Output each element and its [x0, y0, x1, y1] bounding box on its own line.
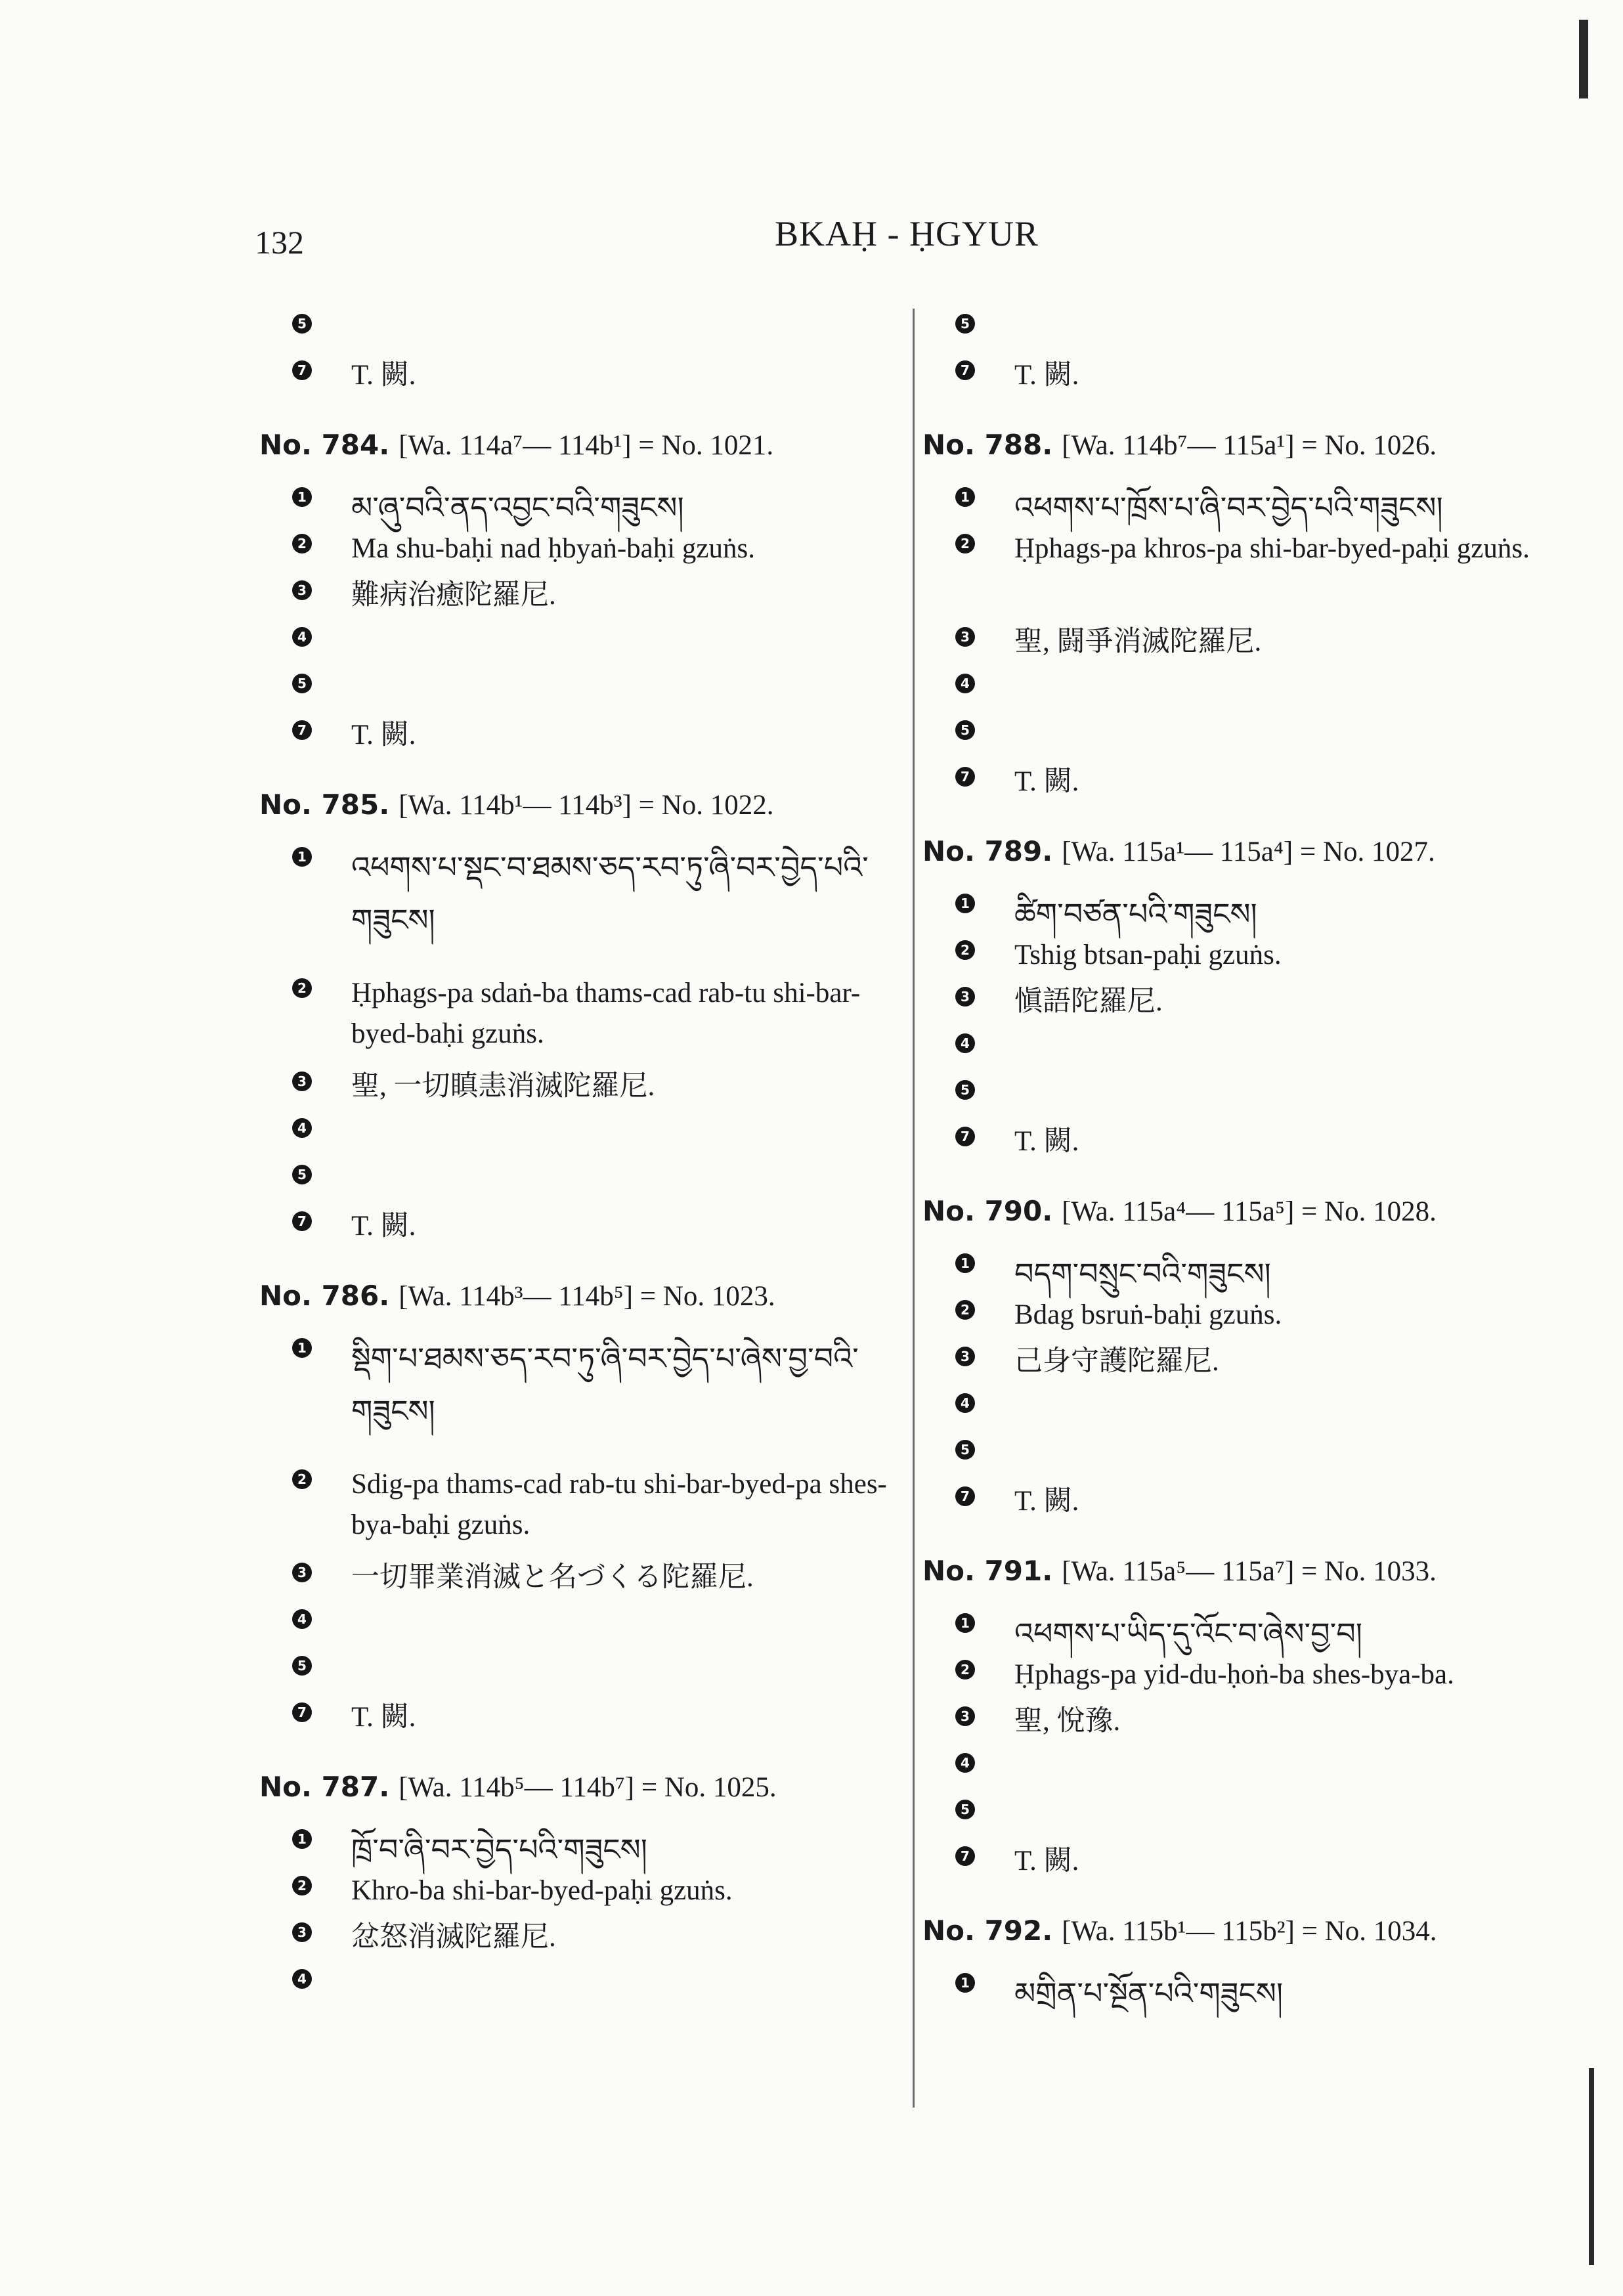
page-number: 132: [255, 224, 304, 261]
entry-line: [922, 1748, 1553, 1794]
field-marker: 4: [292, 1118, 312, 1138]
field-marker: 3: [955, 1347, 975, 1366]
entry-number: No. 792.: [922, 1915, 1053, 1947]
entry-line: [922, 982, 1553, 1028]
entry-line: [259, 1333, 890, 1464]
field-marker: 3: [955, 627, 975, 647]
field-text: 愼語陀羅尼.: [1014, 986, 1163, 1017]
field-text: 忿怒消滅陀羅尼.: [351, 1922, 556, 1953]
entry-line: [922, 1075, 1553, 1121]
entry-line: [922, 1295, 1553, 1341]
field-text: T. 闕.: [1014, 1486, 1079, 1517]
field-marker: 5: [292, 314, 312, 334]
field-text: T. 闕.: [1014, 1846, 1079, 1876]
field-marker: 2: [955, 1300, 975, 1320]
field-marker: 2: [292, 534, 312, 553]
field-text: 一切罪業消滅と名づくる陀羅尼.: [351, 1562, 754, 1593]
field-marker: 5: [955, 1080, 975, 1100]
entry-line: [259, 1113, 890, 1159]
entry-reference: [Wa. 114b³— 114b⁵] = No. 1023.: [399, 1281, 775, 1312]
field-marker: 2: [955, 534, 975, 553]
entry-line: [259, 1824, 890, 1871]
field-marker: 7: [292, 1702, 312, 1722]
field-marker: 7: [292, 360, 312, 380]
entry-line: [922, 1841, 1553, 1888]
entry-line: [259, 668, 890, 715]
entry-line: [922, 1435, 1553, 1481]
field-text: Ḥphags-pa sdaṅ-ba thams-cad rab-tu shi-bar-byed-baḥi gzuṅs.: [351, 978, 861, 1049]
entry-number: No. 790.: [922, 1195, 1053, 1227]
entry-line: [259, 1871, 890, 1917]
field-marker: 2: [292, 978, 312, 998]
field-marker: 5: [292, 1656, 312, 1676]
entry-line: [922, 1794, 1553, 1841]
entry-line: [922, 1481, 1553, 1528]
field-text: T. 闕.: [1014, 1126, 1079, 1157]
right-column: [922, 309, 1553, 2014]
column-divider: [913, 309, 915, 2108]
entry-line: [259, 529, 890, 575]
field-text: T. 闕.: [351, 720, 416, 750]
field-marker: 4: [955, 1033, 975, 1053]
field-text: Khro-ba shi-bar-byed-paḥi gzuṅs.: [351, 1875, 733, 1906]
tibetan-title: བདག་བསྲུང་བའི་གཟུངས།: [1014, 1257, 1271, 1291]
entry-reference: [Wa. 115a¹— 115a⁴] = No. 1027.: [1062, 836, 1435, 867]
field-text: 難病治癒陀羅尼.: [351, 580, 556, 611]
field-marker: 5: [292, 1165, 312, 1184]
entry-line: [922, 355, 1553, 402]
entry-line: [259, 842, 890, 973]
entry-line: [922, 1701, 1553, 1748]
entry-line: [922, 935, 1553, 982]
field-marker: 7: [955, 360, 975, 380]
field-marker: 3: [955, 1706, 975, 1726]
scan-edge-mark: [1589, 2068, 1594, 2265]
field-marker: 3: [292, 1563, 312, 1582]
entry-reference: [Wa. 114b⁵— 114b⁷] = No. 1025.: [399, 1772, 777, 1803]
entry-line: [259, 1206, 890, 1253]
field-text: Bdag bsruṅ-baḥi gzuṅs.: [1014, 1299, 1282, 1330]
field-marker: 4: [955, 674, 975, 693]
entry-heading: [259, 1276, 890, 1333]
field-marker: 2: [292, 1469, 312, 1489]
field-text: Sdig-pa thams-cad rab-tu shi-bar-byed-pa shes-bya-baḥi gzuṅs.: [351, 1469, 887, 1540]
entry-reference: [Wa. 115a⁵— 115a⁷] = No. 1033.: [1062, 1556, 1437, 1587]
field-text: T. 闕.: [351, 360, 416, 391]
field-marker: 3: [292, 580, 312, 600]
field-marker: 1: [955, 1973, 975, 1993]
field-text: 聖, 一切瞋恚消滅陀羅尼.: [351, 1071, 655, 1102]
field-text: Tshig btsan-paḥi gzuṅs.: [1014, 940, 1282, 970]
field-marker: 1: [955, 487, 975, 507]
field-marker: 4: [955, 1753, 975, 1773]
field-marker: 1: [292, 487, 312, 507]
field-marker: 2: [292, 1876, 312, 1895]
field-marker: 7: [955, 1486, 975, 1506]
tibetan-title: འཕགས་པ་སྡང་བ་ཐམས་ཅད་རབ་ཏུ་ཞི་བར་བྱེད་པའི་གཟུངས།: [351, 851, 869, 937]
entry-line: [922, 529, 1553, 622]
field-marker: 4: [292, 1969, 312, 1989]
entry-line: [259, 973, 890, 1066]
field-marker: 1: [292, 1338, 312, 1358]
entry-heading: [922, 1551, 1553, 1608]
entry-line: [922, 1248, 1553, 1295]
entry-reference: [Wa. 114b¹— 114b³] = No. 1022.: [399, 790, 774, 821]
entry-line: [259, 355, 890, 402]
entry-line: [922, 1341, 1553, 1388]
tibetan-title: མ་ཞུ་བའི་ནད་འབྱང་བའི་གཟུངས།: [351, 491, 684, 525]
tibetan-title: འཕགས་པ་ཡིད་དུ་འོང་བ་ཞེས་བྱ་བ།: [1014, 1617, 1362, 1651]
entry-line: [259, 482, 890, 529]
field-marker: 3: [955, 987, 975, 1007]
field-text: T. 闕.: [351, 1702, 416, 1733]
field-marker: 4: [292, 627, 312, 647]
field-marker: 7: [955, 767, 975, 787]
entry-line: [922, 1968, 1553, 2014]
entry-line: [922, 1655, 1553, 1701]
scan-edge-mark: [1579, 20, 1588, 98]
entry-reference: [Wa. 114b⁷— 115a¹] = No. 1026.: [1062, 430, 1437, 461]
field-text: 己身守護陀羅尼.: [1014, 1346, 1219, 1377]
field-text: T. 闕.: [1014, 766, 1079, 797]
field-marker: 1: [955, 894, 975, 913]
field-marker: 4: [292, 1609, 312, 1629]
entry-line: [922, 309, 1553, 355]
entry-number: No. 789.: [922, 835, 1053, 867]
entry-heading: [922, 832, 1553, 888]
field-marker: 4: [955, 1393, 975, 1413]
field-marker: 1: [955, 1253, 975, 1273]
entry-line: [922, 1608, 1553, 1655]
left-column: [259, 309, 890, 2010]
entry-reference: [Wa. 115b¹— 115b²] = No. 1034.: [1062, 1916, 1437, 1947]
tibetan-title: ཚིག་བཙན་པའི་གཟུངས།: [1014, 898, 1257, 931]
entry-line: [259, 622, 890, 668]
field-text: Ḥphags-pa yid-du-ḥoṅ-ba shes-bya-ba.: [1014, 1659, 1454, 1690]
entry-heading: [922, 1192, 1553, 1248]
entry-number: No. 787.: [259, 1771, 390, 1803]
entry-number: No. 784.: [259, 429, 390, 461]
tibetan-title: ཁྲོ་བ་ཞི་བར་བྱེད་པའི་གཟུངས།: [351, 1833, 647, 1867]
field-marker: 3: [292, 1922, 312, 1942]
entry-line: [259, 309, 890, 355]
entry-line: [922, 1028, 1553, 1075]
field-text: T. 闕.: [1014, 360, 1079, 391]
entry-line: [259, 1464, 890, 1557]
entry-line: [922, 622, 1553, 668]
field-marker: 7: [955, 1846, 975, 1866]
entry-line: [259, 1066, 890, 1113]
field-text: 聖, 闘爭消滅陀羅尼.: [1014, 626, 1262, 657]
entry-line: [922, 1121, 1553, 1168]
running-title: BKAḤ - ḤGYUR: [775, 214, 1039, 253]
entry-line: [259, 715, 890, 762]
entry-number: No. 786.: [259, 1280, 390, 1312]
entry-line: [922, 762, 1553, 808]
entry-line: [259, 1159, 890, 1206]
entry-line: [259, 575, 890, 622]
field-marker: 2: [955, 1660, 975, 1679]
entry-reference: [Wa. 115a⁴— 115a⁵] = No. 1028.: [1062, 1196, 1437, 1227]
field-marker: 3: [292, 1072, 312, 1091]
field-marker: 1: [955, 1613, 975, 1633]
field-marker: 5: [955, 1800, 975, 1819]
tibetan-title: སྡིག་པ་ཐམས་ཅད་རབ་ཏུ་ཞི་བར་བྱེད་པ་ཞེས་བྱ་བའི་གཟུངས།: [351, 1342, 859, 1428]
entry-line: [259, 1651, 890, 1697]
entry-line: [922, 482, 1553, 529]
field-text: Ma shu-baḥi nad ḥbyaṅ-baḥi gzuṅs.: [351, 533, 755, 564]
field-marker: 5: [955, 1440, 975, 1460]
entry-line: [259, 1697, 890, 1744]
field-marker: 5: [292, 674, 312, 693]
entry-line: [259, 1964, 890, 2010]
entry-line: [259, 1557, 890, 1604]
entry-number: No. 785.: [259, 789, 390, 821]
field-marker: 5: [955, 720, 975, 740]
entry-line: [922, 1388, 1553, 1435]
field-text: T. 闕.: [351, 1211, 416, 1242]
entry-heading: [922, 425, 1553, 482]
field-marker: 7: [292, 720, 312, 740]
field-marker: 1: [292, 847, 312, 867]
entry-heading: [259, 425, 890, 482]
field-text: 聖, 悅豫.: [1014, 1706, 1121, 1737]
field-marker: 2: [955, 940, 975, 960]
entry-number: No. 788.: [922, 429, 1053, 461]
field-marker: 7: [292, 1211, 312, 1231]
field-marker: 5: [955, 314, 975, 334]
entry-heading: [259, 1767, 890, 1824]
entry-line: [922, 668, 1553, 715]
entry-number: No. 791.: [922, 1555, 1053, 1587]
field-text: Ḥphags-pa khros-pa shi-bar-byed-paḥi gzuṅs.: [1014, 533, 1530, 564]
entry-reference: [Wa. 114a⁷— 114b¹] = No. 1021.: [399, 430, 774, 461]
tibetan-title: འཕགས་པ་ཁྲོས་པ་ཞི་བར་བྱེད་པའི་གཟུངས།: [1014, 491, 1443, 525]
entry-line: [922, 715, 1553, 762]
field-marker: 1: [292, 1829, 312, 1849]
entry-heading: [922, 1911, 1553, 1968]
entry-heading: [259, 785, 890, 842]
entry-line: [259, 1604, 890, 1651]
entry-line: [922, 888, 1553, 935]
entry-line: [259, 1917, 890, 1964]
tibetan-title: མགྲིན་པ་སྔོན་པའི་གཟུངས།: [1014, 1977, 1284, 2010]
field-marker: 7: [955, 1127, 975, 1146]
